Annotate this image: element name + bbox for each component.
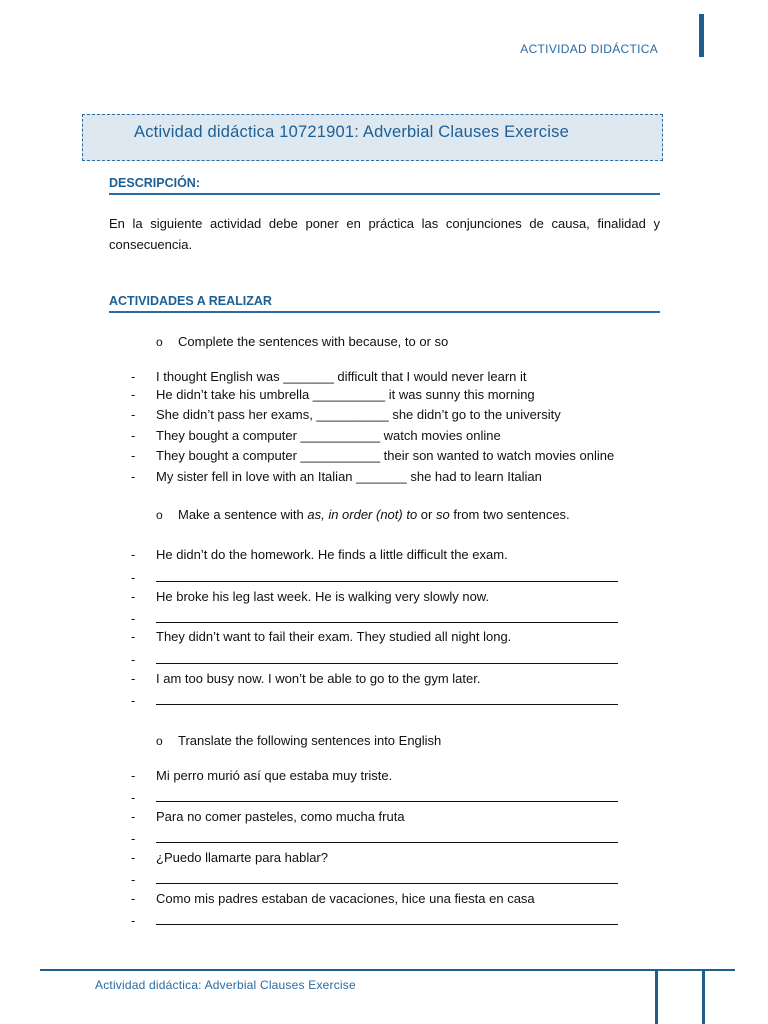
footer-rule <box>40 969 735 971</box>
answer-line[interactable]: - <box>131 651 618 667</box>
list-item: - My sister fell in love with an Italian _______ she had to learn Italian <box>131 469 542 484</box>
instruction-part1-text: Complete the sentences with because, to or so <box>178 334 449 349</box>
answer-line[interactable]: - <box>131 569 618 585</box>
header-label: ACTIVIDAD DIDÁCTICA <box>520 42 658 56</box>
list-item: - Como mis padres estaban de vacaciones, hice una fiesta en casa <box>131 891 535 906</box>
instruction-part1 <box>156 334 448 349</box>
list-item: - Mi perro murió así que estaba muy triste. <box>131 768 393 783</box>
description-heading: DESCRIPCIÓN: <box>109 176 660 195</box>
answer-line[interactable]: - <box>131 610 618 626</box>
instruction-part3: o Translate the following sentences into English <box>156 733 442 748</box>
answer-line[interactable]: - <box>131 830 618 846</box>
bullet-marker: o <box>156 335 163 349</box>
header-vertical-bar <box>699 14 704 57</box>
list-item: - They didn’t want to fail their exam. They studied all night long. <box>131 629 512 644</box>
list-item: - He didn’t take his umbrella __________ it was sunny this morning <box>131 387 535 402</box>
instruction-part2: o Make a sentence with as, in order (not) to or so from two sentences. <box>156 507 570 522</box>
footer-vertical-bar-left <box>655 969 658 1024</box>
list-item: - She didn’t pass her exams, __________ she didn’t go to the university <box>131 407 561 422</box>
answer-line[interactable]: - <box>131 912 618 928</box>
list-item: - ¿Puedo llamarte para hablar? <box>131 850 328 865</box>
list-item: - He didn’t do the homework. He finds a little difficult the exam. <box>131 547 508 562</box>
answer-line[interactable]: - <box>131 692 618 708</box>
list-item: - They bought a computer ___________ watch movies online <box>131 428 501 443</box>
page-title: Actividad didáctica 10721901: Adverbial Clauses Exercise <box>134 123 569 141</box>
list-item: - I am too busy now. I won’t be able to go to the gym later. <box>131 671 481 686</box>
list-item: - He broke his leg last week. He is walking very slowly now. <box>131 589 490 604</box>
title-box <box>82 114 663 161</box>
footer-text: Actividad didáctica: Adverbial Clauses Exercise <box>95 978 356 992</box>
footer-vertical-bar-right <box>702 969 705 1024</box>
list-item: - Para no comer pasteles, como mucha fruta <box>131 809 405 824</box>
list-item: - They bought a computer ___________ their son wanted to watch movies online <box>131 448 615 463</box>
answer-line[interactable]: - <box>131 871 618 887</box>
answer-line[interactable]: - <box>131 789 618 805</box>
description-text: En la siguiente actividad debe poner en práctica las conjunciones de causa, finalidad y consecuencia. <box>109 216 660 252</box>
activities-heading: ACTIVIDADES A REALIZAR <box>109 294 660 313</box>
list-item: - I thought English was _______ difficult that I would never learn it <box>131 369 527 384</box>
